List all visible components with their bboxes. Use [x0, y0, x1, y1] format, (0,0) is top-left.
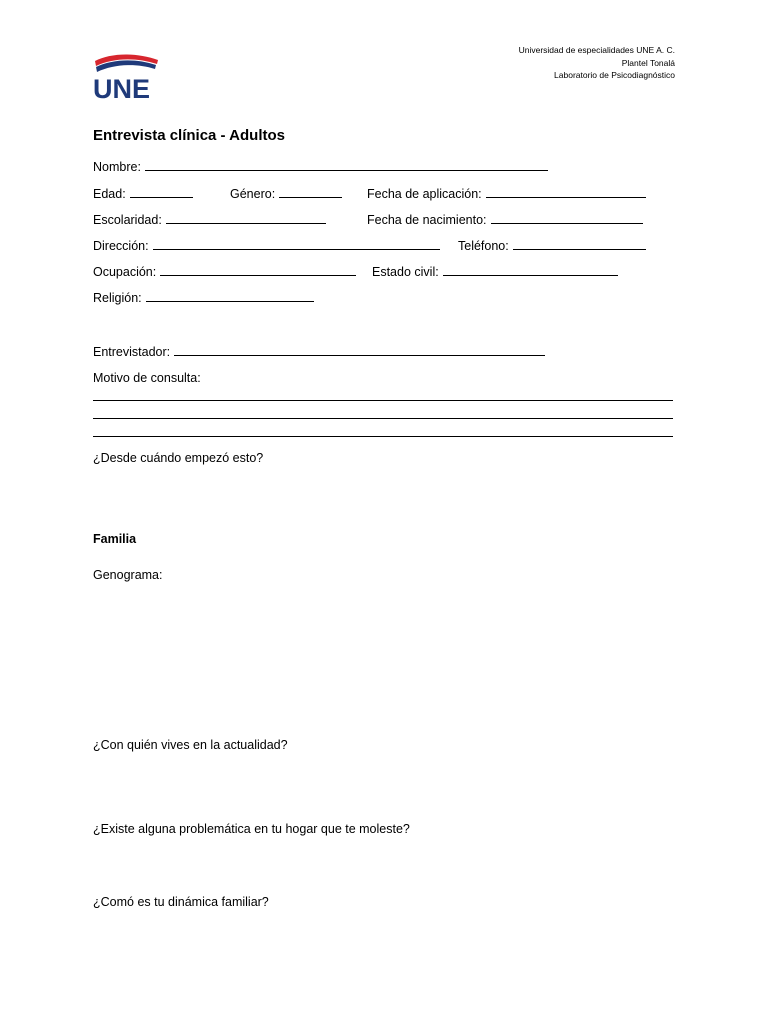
label-fecha-nacimiento: Fecha de nacimiento:	[367, 213, 487, 227]
label-nombre: Nombre:	[93, 160, 141, 174]
blank-religion[interactable]	[146, 289, 314, 302]
question-dinamica: ¿Comó es tu dinámica familiar?	[93, 895, 269, 909]
field-entrevistador[interactable]	[93, 343, 545, 360]
blank-estado-civil[interactable]	[443, 263, 618, 276]
blank-fecha-nacimiento[interactable]	[491, 211, 643, 224]
field-telefono[interactable]	[458, 237, 646, 254]
question-problematica: ¿Existe alguna problemática en tu hogar que te moleste?	[93, 822, 410, 836]
blank-nombre[interactable]	[145, 158, 548, 171]
label-entrevistador: Entrevistador:	[93, 345, 171, 359]
question-desde-cuando: ¿Desde cuándo empezó esto?	[93, 451, 264, 465]
institution-name: Universidad de especialidades UNE A. C.	[518, 45, 675, 55]
blank-direccion[interactable]	[153, 237, 440, 250]
motivo-answer-line-3[interactable]	[93, 436, 673, 437]
label-genograma: Genograma:	[93, 568, 163, 582]
blank-ocupacion[interactable]	[160, 263, 356, 276]
label-genero: Género:	[230, 187, 276, 201]
field-estado-civil[interactable]	[372, 263, 618, 280]
label-fecha-aplicacion: Fecha de aplicación:	[367, 187, 482, 201]
field-genero[interactable]	[230, 185, 342, 202]
motivo-answer-line-2[interactable]	[93, 418, 673, 419]
field-escolaridad[interactable]	[93, 211, 326, 228]
field-fecha-aplicacion[interactable]	[367, 185, 646, 202]
field-ocupacion[interactable]	[93, 263, 356, 280]
field-fecha-nacimiento[interactable]	[367, 211, 643, 228]
campus-name: Plantel Tonalá	[621, 57, 675, 68]
blank-entrevistador[interactable]	[174, 343, 545, 356]
department-name: Laboratorio de Psicodiagnóstico	[554, 70, 675, 80]
label-estado-civil: Estado civil:	[372, 265, 439, 279]
blank-genero[interactable]	[279, 185, 342, 198]
field-edad[interactable]	[93, 185, 193, 202]
blank-telefono[interactable]	[513, 237, 646, 250]
une-logo	[92, 52, 164, 102]
svg-text:UNE: UNE	[93, 74, 151, 102]
label-direccion: Dirección:	[93, 239, 149, 253]
blank-escolaridad[interactable]	[166, 211, 326, 224]
label-escolaridad: Escolaridad:	[93, 213, 162, 227]
motivo-answer-line-1[interactable]	[93, 400, 673, 401]
field-direccion[interactable]	[93, 237, 440, 254]
label-motivo-consulta: Motivo de consulta:	[93, 371, 201, 385]
label-telefono: Teléfono:	[458, 239, 509, 253]
label-religion: Religión:	[93, 291, 142, 305]
field-nombre[interactable]	[93, 158, 548, 175]
label-ocupacion: Ocupación:	[93, 265, 157, 279]
blank-edad[interactable]	[130, 185, 193, 198]
institution-header	[519, 44, 675, 82]
field-religion[interactable]	[93, 289, 314, 306]
question-con-quien: ¿Con quién vives en la actualidad?	[93, 738, 288, 752]
label-edad: Edad:	[93, 187, 126, 201]
blank-fecha-aplicacion[interactable]	[486, 185, 646, 198]
form-title: Entrevista clínica - Adultos	[93, 127, 285, 144]
section-heading-familia: Familia	[93, 532, 137, 546]
